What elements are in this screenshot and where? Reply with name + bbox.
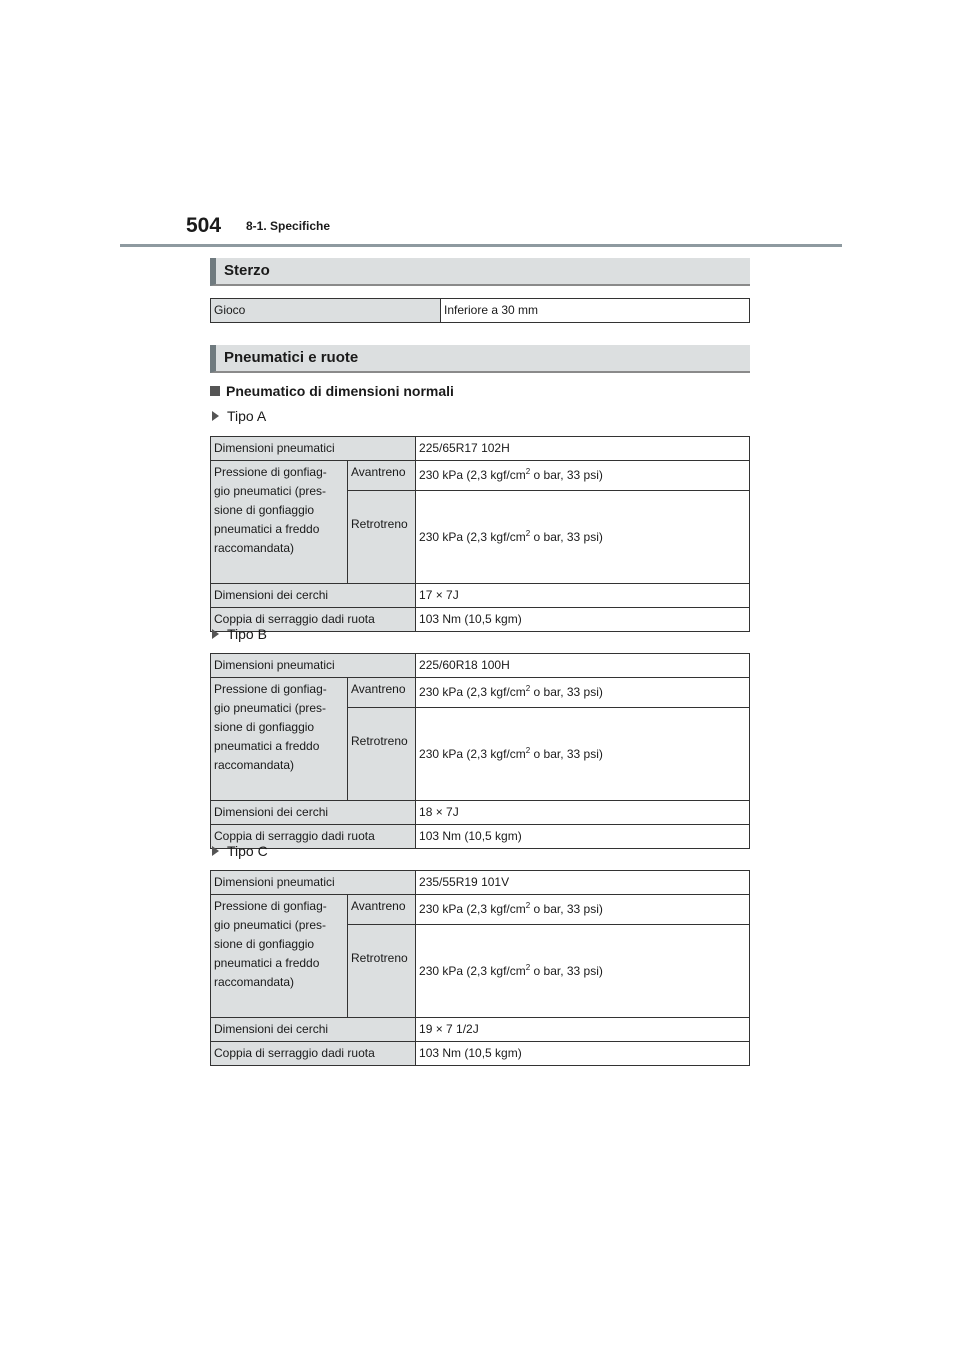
- pressure-text: 230 kPa (2,3 kgf/cm: [419, 902, 526, 916]
- rear-label: Retrotreno: [348, 491, 416, 584]
- rim-size-label: Dimensioni dei cerchi: [211, 801, 416, 825]
- front-label: Avantreno: [348, 678, 416, 708]
- torque-label: Coppia di serraggio dadi ruota: [211, 608, 416, 632]
- type-name: Tipo C: [227, 843, 268, 859]
- pressure-label-line: pneumatici a freddo: [214, 522, 320, 536]
- table-row: [211, 584, 750, 608]
- steering-table: [210, 298, 750, 323]
- superscript: 2: [525, 745, 531, 755]
- pressure-label-line: raccomandata): [214, 541, 295, 555]
- tire-size-label: Dimensioni pneumatici: [211, 437, 416, 461]
- front-label: Avantreno: [348, 895, 416, 925]
- pressure-text-tail: o bar, 33 psi): [530, 963, 603, 978]
- pressure-label-line: pneumatici a freddo: [214, 739, 320, 753]
- rear-pressure-value: [416, 925, 750, 1018]
- header-rule: [120, 244, 842, 247]
- page-number: 504: [186, 214, 222, 237]
- tire-size-label: Dimensioni pneumatici: [211, 871, 416, 895]
- rear-label: Retrotreno: [348, 708, 416, 801]
- triangle-bullet-icon: [212, 846, 219, 856]
- triangle-bullet-icon: [212, 411, 219, 421]
- rim-size-label: Dimensioni dei cerchi: [211, 1018, 416, 1042]
- type-name: Tipo B: [227, 626, 267, 642]
- pressure-label-line: gio pneumatici (pres-: [214, 918, 327, 932]
- tire-size-label: Dimensioni pneumatici: [211, 654, 416, 678]
- pressure-text-tail: o bar, 33 psi): [530, 468, 603, 482]
- table-row: [211, 461, 750, 491]
- superscript: 2: [525, 528, 531, 538]
- pressure-text: 230 kPa (2,3 kgf/cm: [419, 963, 526, 978]
- pressure-label-line: sione di gonfiaggio: [214, 720, 315, 734]
- tire-size-value: 225/60R18 100H: [416, 654, 750, 678]
- table-row: [211, 608, 750, 632]
- chapter-title: 8-1. Specifiche: [246, 219, 331, 233]
- torque-value: 103 Nm (10,5 kgm): [416, 608, 750, 632]
- table-row: [211, 437, 750, 461]
- table-row: [211, 1042, 750, 1066]
- table-row: [211, 825, 750, 849]
- triangle-bullet-icon: [212, 629, 219, 639]
- section-title-tires: Pneumatici e ruote: [210, 345, 750, 373]
- pressure-label-line: raccomandata): [214, 758, 295, 772]
- table-row: [211, 654, 750, 678]
- rim-size-value: 17 × 7J: [416, 584, 750, 608]
- pressure-label: [211, 678, 348, 801]
- type-b-table: [210, 653, 750, 849]
- table-row: [211, 801, 750, 825]
- pressure-label: [211, 461, 348, 584]
- steering-play-value: Inferiore a 30 mm: [441, 299, 750, 323]
- square-bullet-icon: [210, 386, 220, 396]
- table-row: [211, 678, 750, 708]
- pressure-text: 230 kPa (2,3 kgf/cm: [419, 746, 526, 761]
- pressure-text: 230 kPa (2,3 kgf/cm: [419, 468, 526, 482]
- type-a-heading: [212, 408, 266, 424]
- pressure-label-line: sione di gonfiaggio: [214, 503, 315, 517]
- rear-label: Retrotreno: [348, 925, 416, 1018]
- pressure-label-line: pneumatici a freddo: [214, 956, 320, 970]
- rim-size-label: Dimensioni dei cerchi: [211, 584, 416, 608]
- tire-size-value: 225/65R17 102H: [416, 437, 750, 461]
- tire-size-value: 235/55R19 101V: [416, 871, 750, 895]
- pressure-label-line: gio pneumatici (pres-: [214, 484, 327, 498]
- pressure-label-line: sione di gonfiaggio: [214, 937, 315, 951]
- torque-label: Coppia di serraggio dadi ruota: [211, 1042, 416, 1066]
- torque-label: Coppia di serraggio dadi ruota: [211, 825, 416, 849]
- table-row: [211, 299, 750, 323]
- pressure-label-line: gio pneumatici (pres-: [214, 701, 327, 715]
- superscript: 2: [525, 684, 531, 693]
- type-b-heading: [212, 626, 267, 642]
- pressure-text-tail: o bar, 33 psi): [530, 685, 603, 699]
- table-row: [211, 871, 750, 895]
- rim-size-value: 19 × 7 1/2J: [416, 1018, 750, 1042]
- pressure-text-tail: o bar, 33 psi): [530, 746, 603, 761]
- pressure-label-line: Pressione di gonfiag-: [214, 682, 327, 696]
- front-pressure-value: [416, 895, 750, 925]
- rear-pressure-value: [416, 491, 750, 584]
- front-pressure-value: [416, 461, 750, 491]
- type-name: Tipo A: [227, 408, 267, 424]
- type-c-heading: [212, 843, 268, 859]
- subheading-text: Pneumatico di dimensioni normali: [226, 383, 454, 399]
- pressure-text: 230 kPa (2,3 kgf/cm: [419, 685, 526, 699]
- superscript: 2: [525, 962, 531, 972]
- rim-size-value: 18 × 7J: [416, 801, 750, 825]
- table-row: [211, 1018, 750, 1042]
- superscript: 2: [525, 901, 531, 910]
- subheading-normal-tires: [210, 383, 454, 399]
- pressure-text-tail: o bar, 33 psi): [530, 902, 603, 916]
- pressure-text-tail: o bar, 33 psi): [530, 529, 603, 544]
- front-pressure-value: [416, 678, 750, 708]
- steering-play-label: Gioco: [211, 299, 441, 323]
- superscript: 2: [525, 467, 531, 476]
- pressure-text: 230 kPa (2,3 kgf/cm: [419, 529, 526, 544]
- table-row: [211, 895, 750, 925]
- section-title-steering: Sterzo: [210, 258, 750, 286]
- pressure-label-line: raccomandata): [214, 975, 295, 989]
- torque-value: 103 Nm (10,5 kgm): [416, 825, 750, 849]
- pressure-label-line: Pressione di gonfiag-: [214, 899, 327, 913]
- pressure-label-line: Pressione di gonfiag-: [214, 465, 327, 479]
- type-c-table: [210, 870, 750, 1066]
- pressure-label: [211, 895, 348, 1018]
- rear-pressure-value: [416, 708, 750, 801]
- torque-value: 103 Nm (10,5 kgm): [416, 1042, 750, 1066]
- type-a-table: [210, 436, 750, 632]
- front-label: Avantreno: [348, 461, 416, 491]
